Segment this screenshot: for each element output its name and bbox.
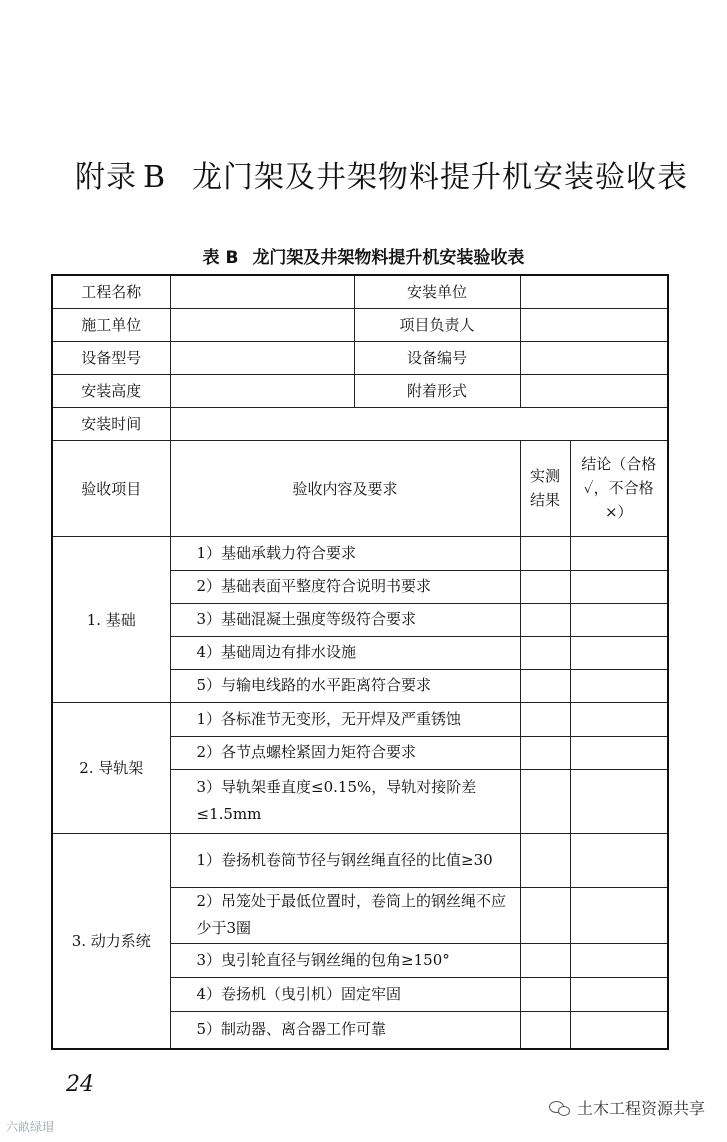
wechat-icon <box>549 1100 571 1116</box>
requirement-text: 5）制动器、离合器工作可靠 <box>170 1011 520 1049</box>
requirement-text: 3）曳引轮直径与钢丝绳的包角≥150° <box>170 943 520 977</box>
requirement-text: 4）基础周边有排水设施 <box>170 636 520 669</box>
conclusion-cell[interactable] <box>570 977 668 1011</box>
measured-cell[interactable] <box>520 603 570 636</box>
field-construction-unit[interactable] <box>170 308 354 341</box>
measured-cell[interactable] <box>520 1011 570 1049</box>
conclusion-cell[interactable] <box>570 669 668 702</box>
measured-cell[interactable] <box>520 833 570 887</box>
label-install-height: 安装高度 <box>52 374 170 407</box>
appendix-prefix: 附录 <box>75 160 137 195</box>
conclusion-cell[interactable] <box>570 736 668 769</box>
conclusion-cell[interactable] <box>570 769 668 833</box>
measured-cell[interactable] <box>520 536 570 570</box>
header-content: 验收内容及要求 <box>170 440 520 536</box>
watermark-left: 六畝绿瑁 <box>6 1120 55 1134</box>
conclusion-cell[interactable] <box>570 833 668 887</box>
appendix-title <box>75 152 688 196</box>
measured-cell[interactable] <box>520 887 570 943</box>
table-row <box>52 702 668 736</box>
requirement-text: 3）导轨架垂直度≤0.15%，导轨对接阶差≤1.5mm <box>170 769 520 833</box>
requirement-text: 1）基础承载力符合要求 <box>170 536 520 570</box>
table-header-row <box>52 440 668 536</box>
appendix-code: B <box>143 160 167 195</box>
header-measured: 实测结果 <box>520 440 570 536</box>
requirement-text: 2）基础表面平整度符合说明书要求 <box>170 570 520 603</box>
measured-cell[interactable] <box>520 636 570 669</box>
field-equipment-number[interactable] <box>520 341 668 374</box>
field-project-name[interactable] <box>170 275 354 308</box>
table-row <box>52 833 668 887</box>
requirement-text: 4）卷扬机（曳引机）固定牢固 <box>170 977 520 1011</box>
label-equipment-number: 设备编号 <box>354 341 520 374</box>
measured-cell[interactable] <box>520 702 570 736</box>
requirement-text: 5）与输电线路的水平距离符合要求 <box>170 669 520 702</box>
field-equipment-model[interactable] <box>170 341 354 374</box>
section-name: 3. 动力系统 <box>52 833 170 1049</box>
measured-cell[interactable] <box>520 943 570 977</box>
conclusion-cell[interactable] <box>570 636 668 669</box>
conclusion-cell[interactable] <box>570 943 668 977</box>
conclusion-cell[interactable] <box>570 536 668 570</box>
conclusion-cell[interactable] <box>570 570 668 603</box>
measured-cell[interactable] <box>520 669 570 702</box>
field-install-height[interactable] <box>170 374 354 407</box>
table-caption-title: 龙门架及井架物料提升机安装验收表 <box>252 248 525 268</box>
table-row <box>52 374 668 407</box>
table-row <box>52 536 668 570</box>
table-caption <box>0 243 727 268</box>
field-install-time[interactable] <box>170 407 668 440</box>
acceptance-table <box>51 274 669 1050</box>
label-install-time: 安装时间 <box>52 407 170 440</box>
requirement-text: 2）吊笼处于最低位置时，卷筒上的钢丝绳不应少于3圈 <box>170 887 520 943</box>
requirement-text: 3）基础混凝土强度等级符合要求 <box>170 603 520 636</box>
requirement-text: 1）卷扬机卷筒节径与钢丝绳直径的比值≥30 <box>170 833 520 887</box>
field-project-leader[interactable] <box>520 308 668 341</box>
label-install-unit: 安装单位 <box>354 275 520 308</box>
page-number: 24 <box>66 1072 94 1097</box>
header-conclusion: 结论（合格✓，不合格×） <box>570 440 668 536</box>
label-equipment-model: 设备型号 <box>52 341 170 374</box>
label-project-leader: 项目负责人 <box>354 308 520 341</box>
conclusion-cell[interactable] <box>570 887 668 943</box>
measured-cell[interactable] <box>520 570 570 603</box>
conclusion-cell[interactable] <box>570 702 668 736</box>
label-attachment-form: 附着形式 <box>354 374 520 407</box>
field-install-unit[interactable] <box>520 275 668 308</box>
measured-cell[interactable] <box>520 769 570 833</box>
table-caption-code: 表 B <box>202 248 239 268</box>
watermark-right <box>549 1096 705 1119</box>
header-item: 验收项目 <box>52 440 170 536</box>
table-row <box>52 275 668 308</box>
requirement-text: 2）各节点螺栓紧固力矩符合要求 <box>170 736 520 769</box>
requirement-text: 1）各标准节无变形，无开焊及严重锈蚀 <box>170 702 520 736</box>
conclusion-cell[interactable] <box>570 1011 668 1049</box>
table-row <box>52 407 668 440</box>
label-construction-unit: 施工单位 <box>52 308 170 341</box>
section-name: 2. 导轨架 <box>52 702 170 833</box>
measured-cell[interactable] <box>520 977 570 1011</box>
watermark-right-text: 土木工程资源共享 <box>576 1099 705 1118</box>
label-project-name: 工程名称 <box>52 275 170 308</box>
conclusion-cell[interactable] <box>570 603 668 636</box>
appendix-title-text: 龙门架及井架物料提升机安装验收表 <box>192 160 689 195</box>
measured-cell[interactable] <box>520 736 570 769</box>
table-row <box>52 341 668 374</box>
table-row <box>52 308 668 341</box>
section-name: 1. 基础 <box>52 536 170 702</box>
field-attachment-form[interactable] <box>520 374 668 407</box>
